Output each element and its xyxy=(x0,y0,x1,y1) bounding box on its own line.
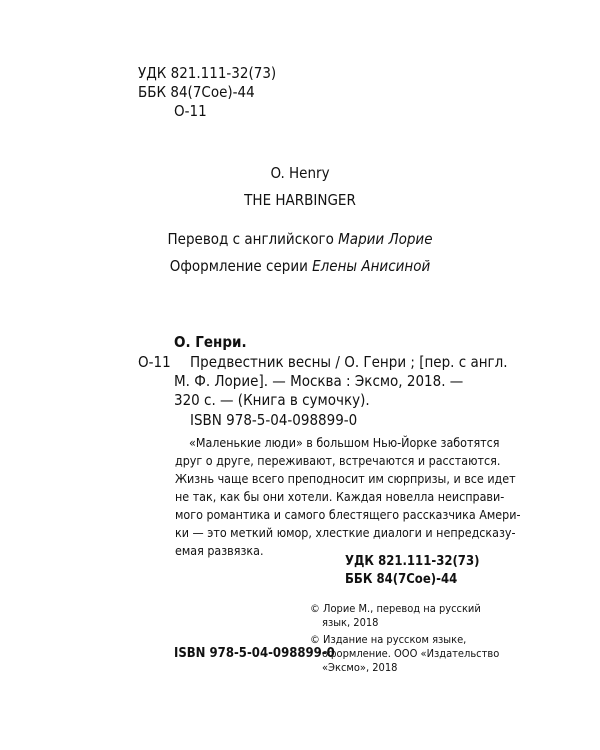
translator-name: Марии Лорие xyxy=(338,230,433,248)
annotation-line: Жизнь чаще всего преподносит им сюрпризы, и все идет xyxy=(175,471,516,486)
bib-line: 320 с. — (Книга в сумочку). xyxy=(174,391,370,409)
translation-prefix: Перевод с английского xyxy=(167,230,339,248)
annotation-line: не так, как бы они хотели. Каждая новелла неисправи- xyxy=(175,489,505,504)
copyright-line: оформление. ООО «Издательство xyxy=(322,647,500,660)
annotation-line: мого романтика и самого блестящего рассказчика Амери- xyxy=(175,507,521,522)
bbk-code-bottom: ББК 84(7Сое)-44 xyxy=(345,572,458,587)
design-prefix: Оформление серии xyxy=(169,257,313,275)
copyright-line: © Издание на русском языке, xyxy=(310,633,467,646)
copyright-line: «Эксмо», 2018 xyxy=(322,661,398,674)
udk-code-top: УДК 821.111-32(73) xyxy=(138,64,277,82)
bib-isbn: ISBN 978-5-04-098899-0 xyxy=(190,411,358,429)
design-credit xyxy=(0,257,600,275)
bbk-code-top: ББК 84(7Сое)-44 xyxy=(138,83,255,101)
translation-credit xyxy=(0,230,600,248)
udk-code-bottom: УДК 821.111-32(73) xyxy=(345,554,480,569)
title-original: THE HARBINGER xyxy=(244,191,356,209)
copyright-translation xyxy=(310,602,481,630)
copyright-line: © Лорие М., перевод на русский xyxy=(310,602,481,615)
author-mark-top: О-11 xyxy=(174,102,207,120)
bib-line: М. Ф. Лорие]. — Москва : Эксмо, 2018. — xyxy=(174,372,464,390)
annotation-line: емая развязка. xyxy=(175,543,264,558)
bib-mark: О-11 xyxy=(138,353,171,371)
designer-name: Елены Анисиной xyxy=(312,257,431,275)
bib-author-heading: О. Генри. xyxy=(174,333,247,351)
annotation xyxy=(175,434,521,560)
author-name-original: O. Henry xyxy=(270,164,330,182)
copyright-line: язык, 2018 xyxy=(322,616,379,629)
annotation-line: друг о друге, переживают, встречаются и расстаются. xyxy=(175,453,501,468)
copyright-edition xyxy=(310,633,499,675)
annotation-line: «Маленькие люди» в большом Нью-Йорке заботятся xyxy=(189,435,500,450)
bib-line: Предвестник весны / О. Генри ; [пер. с англ. xyxy=(190,353,508,371)
annotation-line: ки — это меткий юмор, хлесткие диалоги и непредсказу- xyxy=(175,525,516,540)
isbn-bottom: ISBN 978-5-04-098899-0 xyxy=(174,646,335,661)
